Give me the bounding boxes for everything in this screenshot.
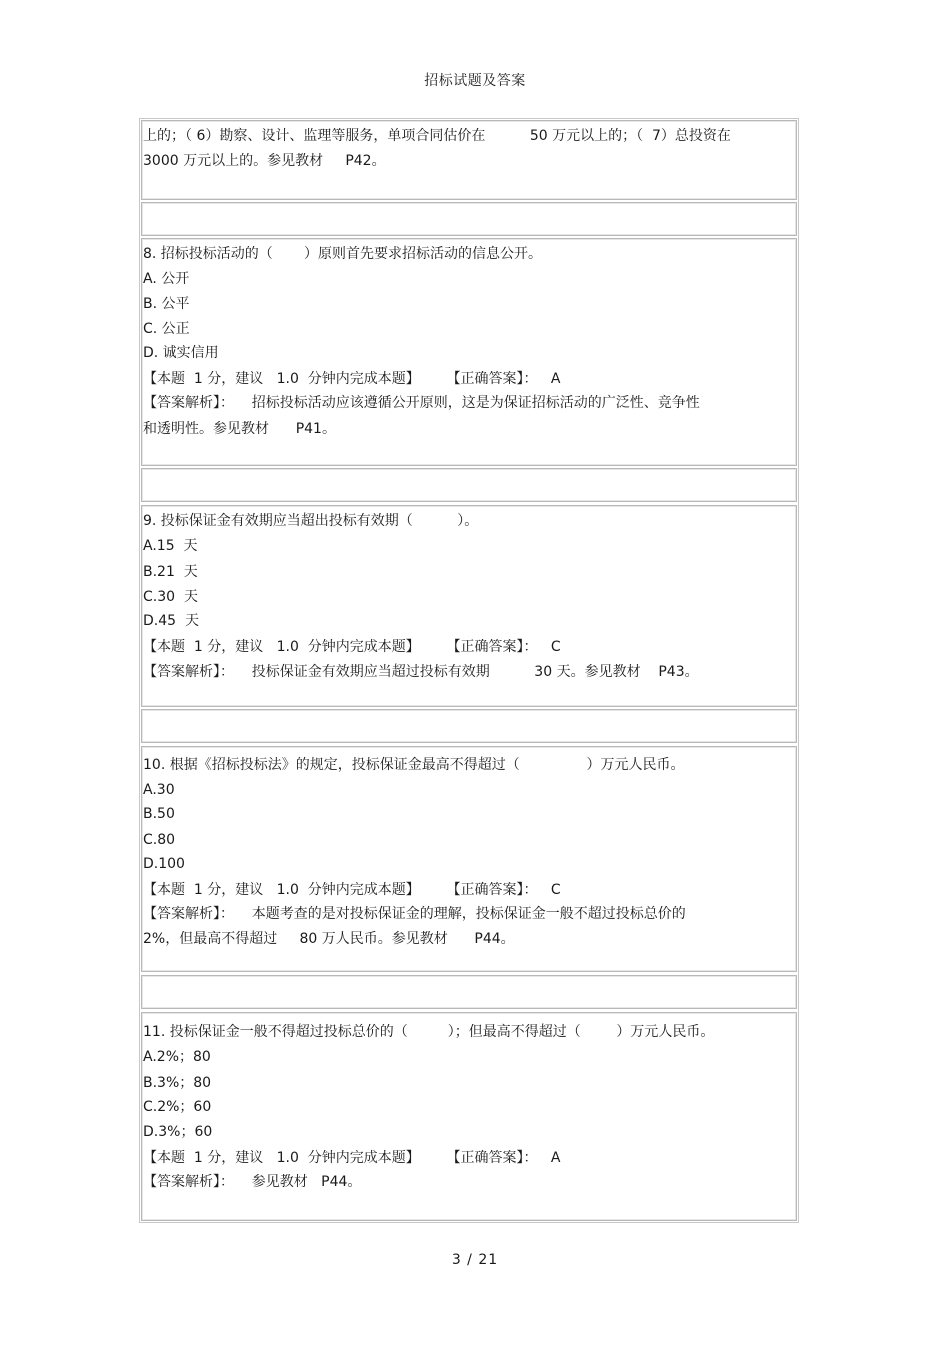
question-8-meta: 【本题 1 分，建议 1.0 分钟内完成本题】 【正确答案】： A <box>143 371 561 387</box>
question-9-meta: 【本题 1 分，建议 1.0 分钟内完成本题】 【正确答案】： C <box>143 639 561 655</box>
question-10-analysis-line-2: 2%，但最高不得超过 80 万人民币。参见教材 P44。 <box>143 931 515 947</box>
question-10-meta: 【本题 1 分，建议 1.0 分钟内完成本题】 【正确答案】： C <box>143 882 561 898</box>
spacer-box <box>141 468 797 502</box>
question-10-text: 10. 根据《招标投标法》的规定，投标保证金最高不得超过（ ）万元人民币。 <box>143 757 685 773</box>
question-9-option-b: B.21 天 <box>143 564 198 580</box>
question-8-analysis-line-1: 【答案解析】： 招标投标活动应该遵循公开原则，这是为保证招标活动的广泛性、竞争性 <box>143 395 700 411</box>
question-9-text: 9. 投标保证金有效期应当超出投标有效期（ ）。 <box>143 513 479 529</box>
question-10-option-c: C.80 <box>143 832 176 848</box>
page-header: 招标试题及答案 <box>424 73 526 89</box>
question-10-option-b: B.50 <box>143 806 175 822</box>
question-9-option-d: D.45 天 <box>143 613 199 629</box>
spacer-box <box>141 202 797 236</box>
question-11-option-a: A.2%；80 <box>143 1049 211 1065</box>
question-10-option-a: A.30 <box>143 782 175 798</box>
question-11-option-b: B.3%；80 <box>143 1075 212 1091</box>
spacer-box <box>141 709 797 743</box>
question-8-option-d: D. 诚实信用 <box>143 345 219 361</box>
question-11-option-c: C.2%；60 <box>143 1099 212 1115</box>
page-number: 3 / 21 <box>451 1252 499 1268</box>
question-8-option-a: A. 公开 <box>143 271 190 287</box>
question-10-analysis-line-1: 【答案解析】： 本题考查的是对投标保证金的理解，投标保证金一般不超过投标总价的 <box>143 906 686 922</box>
answer-continuation-line-2: 3000 万元以上的。参见教材 P42。 <box>143 153 386 169</box>
question-11-meta: 【本题 1 分，建议 1.0 分钟内完成本题】 【正确答案】： A <box>143 1150 561 1166</box>
question-8-option-b: B. 公平 <box>143 296 190 312</box>
question-8-option-c: C. 公正 <box>143 321 190 337</box>
question-10-option-d: D.100 <box>143 856 185 872</box>
question-8-analysis-line-2: 和透明性。参见教材 P41。 <box>143 421 336 437</box>
question-11-text: 11. 投标保证金一般不得超过投标总价的（ ）；但最高不得超过（ ）万元人民币。 <box>143 1024 715 1040</box>
question-11-option-d: D.3%；60 <box>143 1124 213 1140</box>
question-11-analysis-line-1: 【答案解析】： 参见教材 P44。 <box>143 1174 362 1190</box>
question-8-text: 8. 招标投标活动的（ ）原则首先要求招标活动的信息公开。 <box>143 246 542 262</box>
question-9-analysis-line-1: 【答案解析】： 投标保证金有效期应当超过投标有效期 30 天。参见教材 P43。 <box>143 664 699 680</box>
answer-continuation-line-1: 上的；（ 6）勘察、设计、监理等服务，单项合同估价在 50 万元以上的；（ 7）总投资在 <box>143 128 731 144</box>
question-9-option-a: A.15 天 <box>143 538 198 554</box>
question-9-option-c: C.30 天 <box>143 589 198 605</box>
spacer-box <box>141 975 797 1009</box>
